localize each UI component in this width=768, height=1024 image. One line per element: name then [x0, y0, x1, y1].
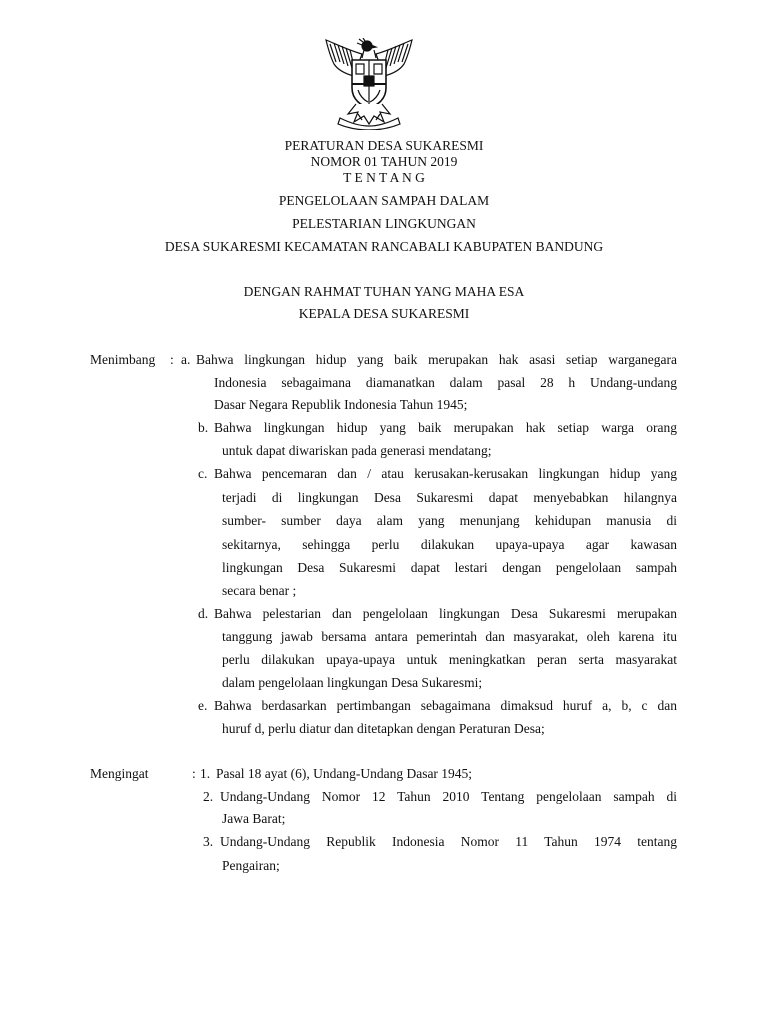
item-line: Pengairan; — [222, 858, 280, 873]
item-line: Bahwa berdasarkan pertimbangan sebagaimana dimaksud huruf a, b, c dan — [214, 698, 677, 713]
item-marker: 2. — [203, 789, 214, 804]
item-marker: 3. — [203, 834, 214, 849]
item-line: untuk dapat diwariskan pada generasi mendatang; — [222, 443, 492, 458]
item-marker: e. — [198, 698, 208, 713]
subject-line-3: DESA SUKARESMI KECAMATAN RANCABALI KABUPATEN BANDUNG — [164, 239, 604, 254]
mengingat-label: Mengingat — [90, 766, 149, 781]
item-line: Dasar Negara Republik Indonesia Tahun 1945; — [214, 397, 468, 412]
mengingat-colon: : — [192, 766, 196, 781]
item-line: Undang-Undang Republik Indonesia Nomor 11 Tahun 1974 tentang — [220, 834, 677, 849]
menimbang-colon: : — [170, 352, 174, 367]
item-line: dalam pengelolaan lingkungan Desa Sukaresmi; — [222, 675, 483, 690]
item-line: Bahwa pelestarian dan pengelolaan lingkungan Desa Sukaresmi merupakan — [214, 606, 677, 621]
subject-line-2: PELESTARIAN LINGKUNGAN — [292, 216, 476, 231]
official-title: KEPALA DESA SUKARESMI — [298, 306, 470, 321]
item-marker: d. — [198, 606, 209, 621]
item-line: lingkungan Desa Sukaresmi dapat lestari dengan pengelolaan sampah — [222, 560, 677, 575]
item-line: Bahwa lingkungan hidup yang baik merupakan hak setiap warga orang — [214, 420, 677, 435]
item-line: secara benar ; — [222, 583, 297, 598]
item-line: Bahwa pencemaran dan / atau kerusakan-kerusakan lingkungan hidup yang — [214, 466, 677, 481]
regulation-number: NOMOR 01 TAHUN 2019 — [310, 154, 458, 169]
item-line: perlu dilakukan upaya-upaya untuk meningkatkan peran serta masyarakat — [222, 652, 677, 667]
item-line: sumber- sumber daya alam yang menunjang kehidupan manusia di — [222, 513, 677, 528]
regulation-tentang: T E N T A N G — [343, 170, 425, 185]
item-line: Undang-Undang Nomor 12 Tahun 2010 Tentang pengelolaan sampah di — [220, 789, 677, 804]
blessing-line: DENGAN RAHMAT TUHAN YANG MAHA ESA — [243, 284, 525, 299]
item-line: Jawa Barat; — [222, 811, 286, 826]
item-marker: a. — [181, 352, 191, 367]
item-line: terjadi di lingkungan Desa Sukaresmi dapat menyebabkan hilangnya — [222, 490, 677, 505]
menimbang-label: Menimbang — [90, 352, 156, 367]
item-line: sekitarnya, sehingga perlu dilakukan upaya-upaya agar kawasan — [222, 537, 677, 552]
item-line: Bahwa lingkungan hidup yang baik merupakan hak asasi setiap warganegara — [196, 352, 677, 367]
item-marker: 1. — [200, 766, 211, 781]
item-marker: c. — [198, 466, 208, 481]
item-marker: b. — [198, 420, 209, 435]
garuda-emblem-icon — [318, 38, 420, 130]
item-line: Indonesia sebagaimana diamanatkan dalam pasal 28 h Undang-undang — [214, 375, 677, 390]
subject-line-1: PENGELOLAAN SAMPAH DALAM — [278, 193, 490, 208]
regulation-title: PERATURAN DESA SUKARESMI — [284, 138, 484, 153]
item-line: tanggung jawab bersama antara pemerintah dan masyarakat, oleh karena itu — [222, 629, 677, 644]
item-line: Pasal 18 ayat (6), Undang-Undang Dasar 1945; — [216, 766, 473, 781]
item-line: huruf d, perlu diatur dan ditetapkan dengan Peraturan Desa; — [222, 721, 545, 736]
